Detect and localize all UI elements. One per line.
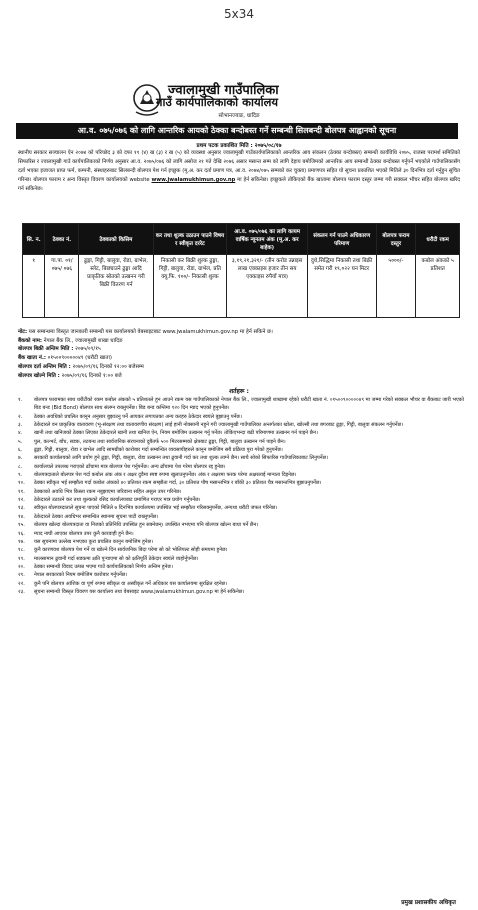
term-text: ठेक्का स्वीकृत भई सम्झौता गर्दा कबोल अंकको ४० प्रतिशत रकम सम्झौता गर्दा, ३० प्रतिशत पौष मसान्तभित्र र बाँकी ३० प्रतिशत चैत्र मसान्तभित्र बुझाउनुपर्नेछ। (34, 480, 322, 487)
term-number: ६. (18, 447, 23, 454)
term-text: ठेकेदारले ठेक्का अवधिभर सम्बन्धित स्थानमा सूचना पाटी राख्नुपर्नेछ। (34, 513, 159, 520)
cell-serial: १ (23, 255, 45, 318)
open-date-line (18, 372, 460, 381)
term-number: १६. (18, 530, 25, 537)
office-name: गाउँ कार्यपालिकाको कार्यालय (156, 95, 279, 109)
cell-contract-type: ढुङ्गा, गिट्टी, बालुवा, रोडा, ग्राभेल, स्लेट, बिछ्याउने ढुङ्गा आदि प्राकृतिक स्रोतको उत्खनन गरी बिक्री वितरण गर्न (79, 255, 153, 318)
term-number: २३. (18, 588, 25, 595)
office-address: सोभानज्याङ, धादिङ (218, 113, 260, 119)
list-item (18, 538, 464, 546)
term-text: ठेकेदारले वन प्राकृतिक वातावरण (भू-संरक्षण तथा वातावरणीय संरक्षण) लाई हानी नोक्सानी नहुने गरी ज्वालामुखी गाउँपालिका अन्तर्गतका खोला, खोल्सी तथा बगरबाट ढुङ्गा, गिट्टी, बालुवा संकलन गर्नुपर्नेछ। (34, 422, 404, 429)
sale-date-label: बोलपत्र बिक्री अन्तिम मिति : (18, 346, 74, 353)
terms-heading: शर्तहरू : (229, 388, 249, 395)
terms-list (18, 396, 464, 596)
bank-value: नेपाल बैंक लि., ज्वालामुखी शाखा धादिङ (43, 337, 123, 344)
list-item (18, 438, 464, 446)
list-item (18, 488, 464, 496)
website-label: website (129, 177, 150, 183)
list-item (18, 446, 464, 454)
list-item (18, 513, 464, 521)
account-value: ०१५००९०००००४९ (धरौटी खाता) (47, 355, 112, 362)
term-number: १५. (18, 522, 25, 529)
term-number: २. (18, 413, 23, 420)
list-item (18, 479, 464, 487)
open-date-value: २०७५/०९/१६ दिनको १:०० बजे (61, 372, 122, 379)
header-minimum-amount: आ.व. ०७५/०७६ का लागि कायम वार्षिक न्यूनतम अंक (मू.अ. कर बाहेक) (227, 224, 307, 255)
term-number: २२. (18, 580, 25, 587)
municipality-name: ज्वालामुखी गाउँपालिका (168, 83, 279, 98)
note-text: यस सम्बन्धमा विस्तृत जानकारी सम्बन्धी यस कार्यालयको वेबसाइटबाट www.jwalamukhimun.gov.np मा हेर्न सकिने छ। (28, 329, 273, 335)
signature-title: प्रमुख प्रशासकीय अधिकृत (401, 900, 456, 906)
sale-date-line (18, 345, 460, 354)
term-number: ४. (18, 430, 23, 437)
term-number: ११. (18, 488, 25, 495)
list-item (18, 471, 464, 479)
list-item (18, 580, 464, 588)
term-number: १. (18, 397, 23, 403)
cell-contract-no: गा.पा. ०१/ ०७५/ ०७६ (45, 255, 79, 318)
intro-text: स्थानीय सरकार सञ्चालन ऐन २०७४ को परिच्छेद ३ को दफा ११ (४) ख (३) र ख (५) को व्यवस्था अनुसार ज्वालामुखी गाउँकार्यपालिकाको आन्तरिक आय संकलन (ठेक्का बन्दोबस्त) सम्बन्धी कार्यविधि २०७५, राजस्व परामर्श समितिको सिफारिस र ज्वालामुखी गाउँ कार्यपालिकाको निर्णय अनुसार आ.व. २०७५/०७६ को लागि असोज २१ गते देखि २०७६ असार मसान्त सम्म को लागि देहाय बमोजिमको आन्तरिक आय सम्बन्धी ठेक्का बन्दोबस्त गर्नुपर्ने भएकोले गाउँपालिकासँग दर्ता भएका इजाजत प्राप्त फर्म, कम्पनी, संस्थाहरुबाट सिलबन्दी बोलपत्र पेश गर्न इच्छुक (मू.अ. कर दर्ता प्रमाण पत्र, आ.व. २०७४/०७५ सम्मको कर चुक्ता) प्रमाणपत्र सहित यो सूचना प्रकाशित भएको मितिले ३० दिनभित्र दर्ता गर्नुहुन सूचित गरिन्छ। बोलपत्र फाराम र अन्य विस्तृत विवरण कार्यालयको (18, 150, 460, 183)
term-number: २०. (18, 563, 25, 570)
table-row (23, 255, 460, 318)
website-link[interactable]: www.jwalamukhimun.gov.np (151, 177, 236, 183)
term-number: १०. (18, 480, 25, 487)
term-text: पुल, कल्भर्ट, बाँध, सडक, तटबन्ध तथा सार्वजनिक संरचनाको दुबैतर्फ ५०० मिटरसम्मको क्षेत्रबाट ढुङ्गा, गिट्टी, बालुवा उत्खनन गर्न पाइने छैन। (34, 438, 286, 445)
term-text: यस सूचनामा उल्लेख नभएका कुरा प्रचलित कानुन बमोजिम हुनेछ। (34, 538, 154, 545)
term-number: १३. (18, 505, 25, 512)
term-number: ५. (18, 438, 23, 445)
notes-section (18, 328, 460, 380)
term-text: कार्यालयले उपलब्ध गराएको ढाँचामा मात्र बोलपत्र पेश गर्नुपर्नेछ। अन्य ढाँचामा पेश गरेमा बोलपत्र रद्द हुनेछ। (34, 463, 226, 470)
term-text: ठेक्काको अवधि भित्र किस्ता रकम नबुझाएमा जरिवाना सहित असुल उपर गरिनेछ। (34, 488, 182, 495)
cell-tax-rate: निकासी कर बिक्री शुल्क ढुङ्गा, गिट्टी, बालुवा, रोडा, ग्राभेल, प्रति क्यू.फि. १००/- निकासी शुल्क (153, 255, 227, 318)
note-line (18, 328, 460, 337)
account-line (18, 354, 460, 363)
term-number: ९. (18, 472, 23, 479)
list-item (18, 454, 464, 462)
office-header (0, 80, 478, 124)
submit-date-line (18, 363, 460, 372)
cell-collection-quantity: दुधे,सिद्धिमा निकासी तथा बिक्री समेत गरी १९,०२२ घन मिटर (307, 255, 376, 318)
term-text: कुनै पनि बोलपत्र आंशिक वा पूर्ण रुपमा स्वीकृत वा अस्वीकृत गर्ने अधिकार यस कार्यालयमा सुरक्षित रहनेछ। (34, 580, 228, 587)
term-text: ठेक्का सम्बन्धी विवाद उत्पन्न भएमा गाउँ कार्यपालिकाको निर्णय अन्तिम हुनेछ। (34, 563, 173, 570)
cell-minimum-amount: ३,१९,२१,३२१/- (तीन करोड उन्नाइस लाख एक्काइस हजार तीन सय एक्काइस रुपैयाँ मात्र) (227, 255, 307, 318)
list-item (18, 555, 464, 563)
term-number: ३. (18, 422, 23, 429)
publication-date: प्रथम पटक प्रकाशित मिति : २०७५/०८/१७ (196, 143, 282, 149)
cell-deposit: कबोल अंकको ५ प्रतिशत (416, 255, 460, 318)
term-number: १८. (18, 547, 25, 554)
term-number: २१. (18, 572, 25, 579)
submit-date-value: २०७५/०९/१६ दिनको १२:०० बजेसम्म (72, 363, 144, 370)
term-text: ढुङ्गा, गिट्टी, बालुवा, रोडा र ग्राभेल आदि सामग्रीको कारोबार गर्दा सम्बन्धित व्यवसायीहरुले कानुन बमोजिम सबै प्रक्रिया पुरा गरेको हुनुपर्नेछ। (34, 447, 283, 454)
account-label: बैंक खाता नं.: (18, 355, 46, 362)
header-serial: सि. न. (23, 224, 45, 255)
term-text: कुनै कारणवश बोलपत्र पेश गर्ने वा खोल्ने दिन सार्वजनिक बिदा परेमा सो को भोलिपल्ट सोही समयमा हुनेछ। (34, 547, 228, 554)
open-date-label: बोलपत्र खोल्ने मिति : (18, 372, 60, 379)
list-item (18, 463, 464, 471)
sale-date-value: २०७५/०९/१५ (75, 346, 101, 353)
term-text: म्याद नाघी आएका बोलपत्र उपर कुनै कारवाही हुने छैन। (34, 530, 134, 537)
intro-paragraph (18, 149, 460, 194)
note-label: नोट: (18, 329, 28, 335)
term-number: ७. (18, 455, 23, 462)
list-item (18, 421, 464, 429)
term-text: ठेकेदारले उठाउने कर तथा शुल्कको रसिद कार्यालयबाट प्रमाणित गराएर मात्र प्रयोग गर्नुपर्नेछ। (34, 497, 201, 504)
page-label: 5x34 (223, 7, 254, 21)
term-text: बोलपत्र खोल्दा बोलपत्रदाता वा निजको प्रतिनिधि उपस्थित हुन सक्नेछन्। उपस्थित नभएमा पनि बोलपत्र खोल्न बाधा पर्ने छैन। (34, 522, 259, 529)
term-number: १९. (18, 555, 25, 562)
bank-line (18, 337, 460, 346)
list-item (18, 521, 464, 529)
list-item (18, 396, 464, 413)
header-tax-rate: कर तथा शुल्क उठाउन पाउने विषय र स्वीकृत दररेट (153, 224, 227, 255)
list-item (18, 588, 464, 596)
header-contract-no: ठेक्का नं. (45, 224, 79, 255)
intro-text-after: मा हेर्न सकिनेछ। इच्छुकले तोकिएको बैंक खातामा बोलपत्र फाराम दस्तुर जम्मा गरी सक्कल भौचर सहित बोलपत्र खरिद गर्न सकिनेछ। (18, 177, 461, 192)
header-contract-type: ठेक्काको किसिम (79, 224, 153, 255)
header-collection-quantity: संकलन गर्न पाउने अधिकारण परिमाण (307, 224, 376, 255)
list-item (18, 546, 464, 554)
bank-label: बैंकको नाम: (18, 337, 42, 344)
term-number: ८. (18, 463, 23, 470)
term-text: ठेक्का अवधिको प्रचलित कानुन अनुसार बुझाउनु पर्ने आयकर लगायतका अन्य करहरु ठेकेदार स्वयंले बुझाउनु पर्नेछ। (34, 413, 242, 420)
term-text: खानी तथा खनिजको ठेक्का लिएका ठेकेदारले खानी तथा खनिज ऐन, नियम बमोजिम उत्खनन गर्नु पर्नेछ। तोकिएभन्दा बढी परिमाणमा उत्खनन गर्न पाइने छैन। (34, 430, 318, 437)
header-deposit: धरौटी रकम (416, 224, 460, 255)
notice-title-banner: आ.व. ०७५/०७६ को लागि आन्तरिक आयको ठेक्का बन्दोबस्त गर्ने सम्बन्धी सिलबन्दी बोलपत्र आह्वानको सूचना (16, 123, 458, 139)
tender-table-header-row (23, 224, 460, 255)
term-number: १२. (18, 497, 25, 504)
list-item (18, 429, 464, 437)
term-text: बोलपत्र फारामका साथ धरौटीको रकम कबोल अंकको ५ प्रतिशतले हुन आउने रकम यस गाउँपालिकाको नेपाल बैंक लि., ज्वालामुखी शाखामा रहेको धरौटी खाता नं. ०१५००९०००००४९ मा जम्मा गरेको सक्कल भौचर वा बैंकबाट जारी भएको बिड बन्ड (Bid Bond) बोलपत्र साथ संलग्न राख्नुपर्नेछ। बिड बन्ड कम्तिमा १२० दिन म्याद भएको हुनुपर्नेछ। (34, 397, 464, 412)
header-form-fee: बोलपत्र फराम दस्तुर (376, 224, 416, 255)
list-item (18, 571, 464, 579)
list-item (18, 504, 464, 512)
submit-date-label: बोलपत्र दर्ता अन्तिम मिति : (18, 363, 71, 370)
term-text: मालसामान ढुवानी गर्दा सडकमा क्षति पुर्‍याएमा सो को क्षतिपूर्ति ठेकेदार स्वयंले व्यहोर्नुपर्नेछ। (34, 555, 199, 562)
term-text: नेपाल सरकारको नियम बमोजिम कारोबार गर्नुपर्नेछ। (34, 572, 128, 579)
term-text: सूचना सम्बन्धी विस्तृत विवरण यस कार्यालय तथा वेबसाइट www.jwalamukhimun.gov.np मा हेर्न सकिनेछ। (34, 588, 245, 595)
term-number: १४. (18, 513, 25, 520)
term-text: बोलपत्रदाताले बोलपत्र पेश गर्दा कबोल अंक अंक र अक्षर दुवैमा स्पष्ट रुपमा खुलाउनुपर्नेछ। अंक र अक्षरमा फरक परेमा अक्षरलाई मान्यता दिइनेछ। (34, 472, 297, 479)
tender-table (22, 223, 460, 318)
list-item (18, 413, 464, 421)
term-text: सरकारी कार्यालयको लागि प्रयोग हुने ढुङ्गा, गिट्टी, बालुवा, रोडा उत्खनन तथा ढुवानी गर्दा कर तथा शुल्क लाग्ने छैन। साथै सोको सिफारिस गाउँपालिकाबाट लिनुपर्नेछ। (34, 455, 329, 462)
list-item (18, 496, 464, 504)
term-number: १७. (18, 538, 25, 545)
list-item (18, 530, 464, 538)
list-item (18, 563, 464, 571)
term-text: स्वीकृत बोलपत्रदाताले सूचना पाएको मितिले ७ दिनभित्र कार्यालयमा उपस्थित भई सम्झौता गरिसक्नुपर्नेछ, अन्यथा धरौटी जफत गरिनेछ। (34, 505, 278, 512)
cell-form-fee: ५०००/- (376, 255, 416, 318)
